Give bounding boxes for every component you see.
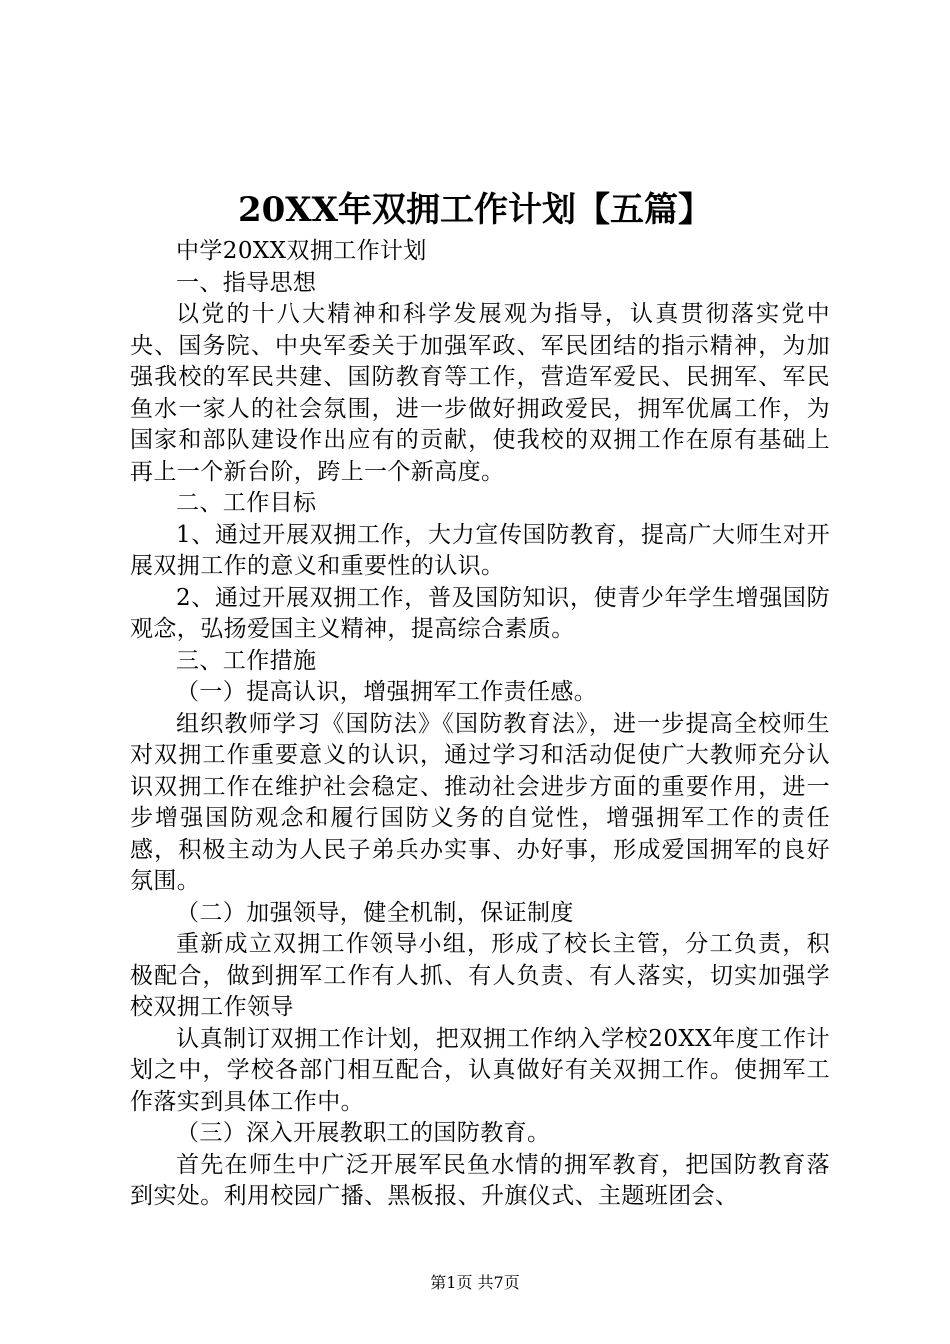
school-plan-heading: 中学20XX双拥工作计划 <box>176 238 427 264</box>
subheading-measure-2: （二）加强领导，健全机制，保证制度 <box>176 899 574 926</box>
subheading-measure-1: （一）提高认识，增强拥军工作责任感。 <box>176 679 598 705</box>
section-heading-guiding-thought: 一、指导思想 <box>176 269 317 296</box>
section-heading-work-measures: 三、工作措施 <box>176 647 317 674</box>
paragraph-goal-1: 1、通过开展双拥工作，大力宣传国防教育，提高广大师生对开展双拥工作的意义和重要性的认识。 <box>130 521 830 579</box>
paragraph-measure-2b: 认真制订双拥工作计划，把双拥工作纳入学校20XX年度工作计划之中，学校各部门相互配合，认真做好有关双拥工作。使拥军工作落实到具体工作中。 <box>130 1025 830 1115</box>
paragraph-guiding-thought: 以党的十八大精神和科学发展观为指导，认真贯彻落实党中央、国务院、中央军委关于加强军政、军民团结的指示精神，为加强我校的军民共建、国防教育等工作，营造军爱民、民拥军、军民鱼水一家人的社会氛围，进一步做好拥政爱民，拥军优属工作，为国家和部队建设作出应有的贡献，使我校的双拥工作在原有基础上再上一个新台阶，跨上一个新高度。 <box>130 301 830 485</box>
paragraph-measure-1: 组织教师学习《国防法》《国防教育法》，进一步提高全校师生对双拥工作重要意义的认识，通过学习和活动促使广大教师充分认识双拥工作在维护社会稳定、推动社会进步方面的重要作用，进一步增强国防观念和履行国防义务的自觉性，增强拥军工作的责任感，积极主动为人民子弟兵办实事、办好事，形成爱国拥军的良好氛围。 <box>130 710 830 894</box>
page-footer: 第1页 共7页 <box>430 1273 520 1292</box>
paragraph-measure-3: 首先在师生中广泛开展军民鱼水情的拥军教育，把国防教育落到实处。利用校园广播、黑板报、升旗仪式、主题班团会、 <box>130 1151 830 1209</box>
document-body <box>130 236 830 1213</box>
paragraph-measure-2a: 重新成立双拥工作领导小组，形成了校长主管，分工负责，积极配合，做到拥军工作有人抓、有人负责、有人落实，切实加强学校双拥工作领导 <box>130 931 830 1020</box>
subheading-measure-3: （三）深入开展教职工的国防教育。 <box>176 1120 551 1146</box>
paragraph-goal-2: 2、通过开展双拥工作，普及国防知识，使青少年学生增强国防观念，弘扬爱国主义精神，提高综合素质。 <box>130 584 830 642</box>
document-title: 20XX年双拥工作计划【五篇】 <box>237 190 713 230</box>
section-heading-work-goals: 二、工作目标 <box>176 490 317 516</box>
